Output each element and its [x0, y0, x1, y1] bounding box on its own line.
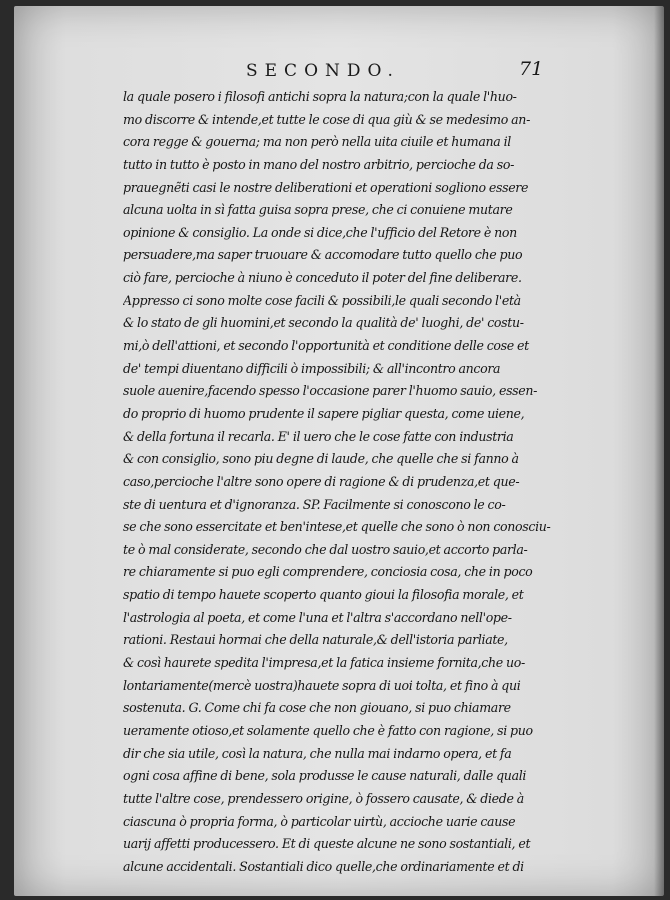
text-line: ciascuna ò propria forma, ò particolar uirtù, accioche uarie cause — [123, 813, 516, 829]
text-line: l'astrologia al poeta, et come l'una et l'altra s'accordano nell'ope- — [123, 609, 512, 625]
text-line: tutte l'altre cose, prendessero origine, ò fossero causate, & diede à — [123, 790, 524, 806]
text-line: & della fortuna il recarla. E' il uero che le cose fatte con industria — [123, 428, 514, 444]
text-line: Appresso ci sono molte cose facili & possibili,le quali secondo l'età — [123, 292, 521, 308]
text-line: mi,ò dell'attioni, et secondo l'opportunità et conditione delle cose et — [123, 338, 529, 354]
text-line: te ò mal considerate, secondo che dal uostro sauio,et accorto parla- — [123, 541, 528, 557]
text-line: la quale posero i filosofi antichi sopra la natura;con la quale l'huo- — [123, 89, 517, 104]
text-line: & con consiglio, sono piu degne di laude, che quelle che si fanno à — [123, 451, 519, 467]
text-line: ueramente otioso,et solamente quello che è fatto con ragione, si puo — [123, 722, 533, 738]
text-line: ogni cosa affine di bene, sola produsse le cause naturali, dalle quali — [123, 768, 527, 784]
text-line: alcuna uolta in sì fatta guisa sopra prese, che ci conuiene mutare — [123, 202, 513, 218]
text-line: rationi. Restaui hormai che della naturale,& dell'istoria parliate, — [123, 632, 508, 648]
book-page — [14, 6, 664, 896]
text-line: persuadere,ma saper truouare & accomodare tutto quello che puo — [123, 247, 523, 263]
text-line: caso,percioche l'altre sono opere di ragione & di prudenza,et que- — [123, 473, 520, 489]
text-line: ciò fare, percioche à niuno è conceduto il poter del fine deliberare. — [123, 270, 522, 286]
page-edge-shadow — [654, 6, 664, 896]
text-line: cora regge & gouerna; ma non però nella uita ciuile et humana il — [123, 134, 511, 150]
text-line: prauegnẽti casi le nostre deliberationi et operationi sogliono essere — [123, 179, 529, 195]
text-line: & così haurete spedita l'impresa,et la fatica insieme fornita,che uo- — [123, 655, 525, 671]
text-line: spatio di tempo hauete scoperto quanto gioui la filosofia morale, et — [123, 587, 524, 603]
text-line: alcune accidentali. Sostantiali dico quelle,che ordinariamente et di — [123, 858, 524, 874]
text-line: suole auenire,facendo spesso l'occasione parer l'huomo sauio, essen- — [123, 383, 538, 399]
body-text — [123, 86, 551, 878]
text-line: do proprio di huomo prudente il sapere pigliar questa, come uiene, — [123, 405, 525, 421]
text-line: mo discorre & intende,et tutte le cose di qua giù & se medesimo an- — [123, 111, 530, 127]
text-line: lontariamente(mercè uostra)hauete sopra di uoi tolta, et fino à qui — [123, 677, 521, 693]
text-line: sostenuta. G. Come chi fa cose che non giouano, si puo chiamare — [123, 700, 511, 716]
text-line: uarij affetti producessero. Et di queste alcune ne sono sostantiali, et — [123, 836, 531, 852]
text-line: dir che sia utile, così la natura, che nulla mai indarno opera, et fa — [123, 745, 512, 761]
page-number: 71 — [519, 58, 544, 80]
text-line: re chiaramente si puo egli comprendere, conciosia cosa, che in poco — [123, 564, 533, 580]
running-head: SECONDO. — [246, 61, 400, 81]
text-line: opinione & consiglio. La onde si dice,che l'ufficio del Retore è non — [123, 224, 517, 240]
text-line: & lo stato de gli huomini,et secondo la qualità de' luoghi, de' costu- — [123, 315, 524, 331]
text-line: tutto in tutto è posto in mano del nostro arbitrio, percioche da so- — [123, 156, 514, 172]
text-line: se che sono essercitate et ben'intese,et quelle che sono ò non conosciu- — [123, 519, 551, 535]
text-line: ste di uentura et d'ignoranza. SP. Facilmente si conoscono le co- — [123, 496, 506, 512]
text-line: de' tempi diuentano difficili ò impossibili; & all'incontro ancora — [123, 360, 501, 376]
